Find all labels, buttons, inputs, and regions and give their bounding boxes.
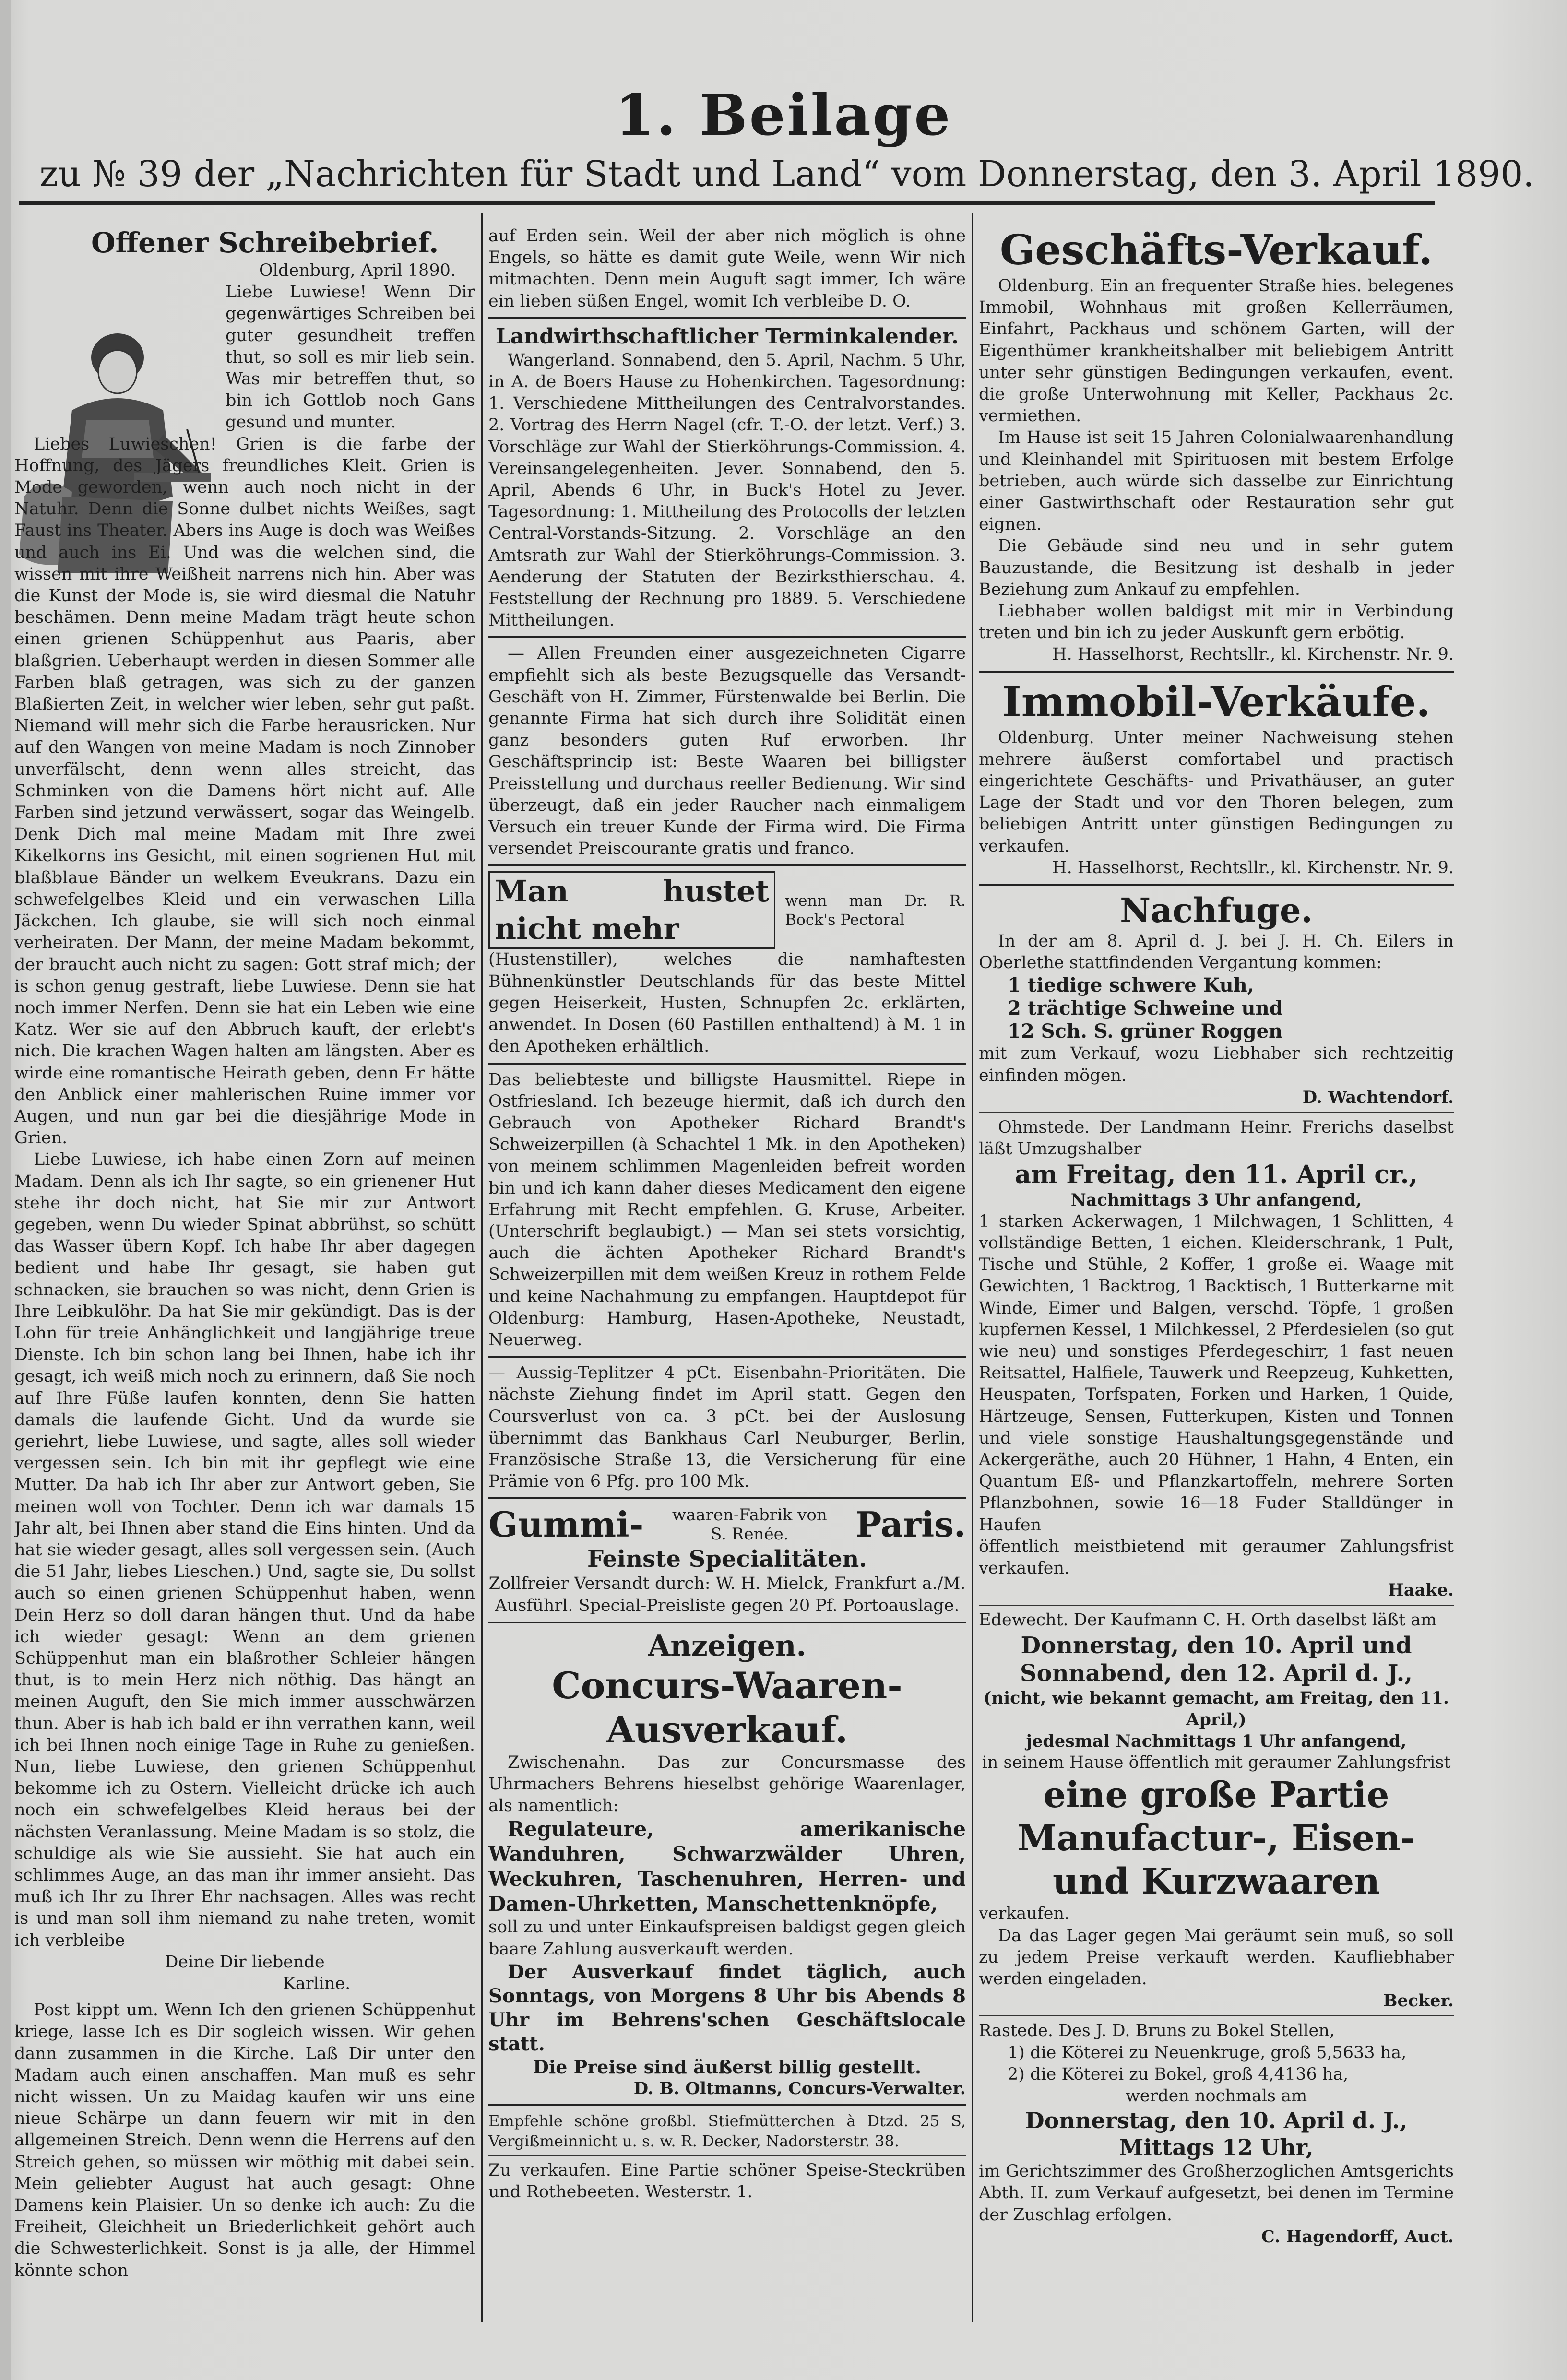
immobil-text: Oldenburg. Unter meiner Nachweisung stehen mehrere äußerst comfortabel und practisch eingerichtete Geschäfts- und Privathäuser, an guter Lage der Stadt und vor den Thoren belegen, zum beliebigen Antritt unter günstigen Bedingungen zu verkaufen. <box>979 728 1454 856</box>
divider <box>979 1112 1454 1113</box>
ohmstede-signature: Haake. <box>1388 1580 1454 1600</box>
column-divider-1 <box>481 213 483 2322</box>
rastede-signature: C. Hagendorff, Auct. <box>1261 2226 1454 2247</box>
geschaeft-text: Oldenburg. Ein an frequenter Straße hies. belegenes Immobil, Wohnhaus mit großen Kellerräumen, Einfahrt, Packhaus und schönem Garten, will der Eigenthümer krankheitshalber mit beliebigem Antritt unter sehr günstigen Bedingungen verkaufen, event. die große Unterwohnung mit Keller, Packhaus 2c. vermiethen. <box>979 276 1454 426</box>
cigarre-notice: — Allen Freunden einer ausgezeichneten Cigarre empfiehlt sich als beste Bezugsquelle das Versandt-Geschäft von H. Zimmer, Fürstenwalde bei Berlin. Die genannte Firma hat sich durch ihre Solidität einen ganz besonders guten Ruf erworben. Ihr Geschäftsprincip ist: Beste Waaren bei billigster Preisstellung und durchaus reeller Bedienung. Wir sind überzeugt, daß ein jeder Raucher nach einmaligem Versuch ein treuer Kunde der Firma wird. Die Firma versendet Preiscourante gratis und franco. <box>488 644 966 859</box>
edewecht-big: eine große Partie Manufactur-, Eisen- und Kurzwaaren <box>1017 1775 1415 1903</box>
divider <box>488 636 966 638</box>
geschaeft-text-4: Liebhaber wollen baldigst mit mir in Verbindung treten und bin ich zu jeder Auskunft gern erbötig. <box>979 602 1454 643</box>
husten-ad <box>488 871 966 949</box>
terminkalender-heading: Landwirthschaftlicher Terminkalender. <box>495 324 959 349</box>
edewecht-date: Donnerstag, den 10. April und Sonnabend, den 12. April d. J., <box>1020 1632 1413 1687</box>
ohmstede-text-2: öffentlich meistbietend mit geraumer Zahlungsfrist verkaufen. <box>979 1537 1454 1578</box>
open-letter-heading: Offener Schreibebrief. <box>91 226 439 259</box>
letter-paragraph-1: Liebe Luwiese! Wenn Dir gegenwärtiges Schreiben bei guter gesundheit treffen thut, so soll es mir lieb sein. Was mir betreffen thut, so bin ich Gottlob noch Gans gesund und munter. <box>226 283 475 432</box>
edewecht-text-3: verkaufen. <box>979 1904 1070 1924</box>
husten-side: wenn man Dr. R. Bock's Pectoral <box>785 891 966 929</box>
nachfuge-item-1: 1 tiedige schwere Kuh, <box>1008 974 1254 997</box>
ohmstede-text: Ohmstede. Der Landmann Heinr. Frerichs daselbst läßt Umzugshalber <box>979 1118 1454 1159</box>
concurs-heading: Concurs-Waaren-Ausverkauf. <box>552 1664 902 1751</box>
header-rule <box>19 201 1435 205</box>
divider <box>488 2104 966 2106</box>
nachfuge-item-3: 12 Sch. S. grüner Roggen <box>1008 1020 1283 1043</box>
letter-signature: Karline. <box>283 1974 351 1994</box>
nachfuge-heading: Nachfuge. <box>1120 890 1313 931</box>
hausmittel-notice: Das beliebteste und billigste Hausmittel. Riepe in Ostfriesland. Ich bezeuge hiermit, daß ich durch den Gebrauch von Apotheker Richard Brandt's Schweizerpillen (à Schachtel 1 Mk. in den Apotheken) von meinem schlimmen Magenleiden befreit worden bin und ich kann daher dieses Medicament den eigene Erfahrung mit Recht empfehlen. G. Kruse, Arbeiter. (Unterschrift beglaubigt.) — Man sei stets vorsichtig, auch die ächten Apotheker Richard Brandt's Schweizerpillen mit dem weißen Kreuz in rothem Felde und keine Nachahmung zu empfangen. Hauptdepot für Oldenburg: Hamburg, Hasen-Apotheke, Neustadt, Neuerweg. <box>488 1070 966 1350</box>
gummi-left: Gummi- <box>488 1504 644 1545</box>
husten-heading: Man hustet nicht mehr <box>488 871 775 949</box>
divider <box>488 1063 966 1065</box>
nachfuge-text: In der am 8. April d. J. bei J. H. Ch. Eilers in Oberlethe stattfindenden Vergantung kommen: <box>979 932 1454 973</box>
edewecht-text-4: Da das Lager gegen Mai geräumt sein muß, so soll zu jedem Preise verkauft werden. Kaufliebhaber werden eingeladen. <box>979 1926 1454 1989</box>
terminkalender-text: Wangerland. Sonnabend, den 5. April, Nachm. 5 Uhr, in A. de Boers Hause zu Hohenkirchen. Tagesordnung: 1. Verschiedene Mittheilungen des Centralvorstandes. 2. Vortrag des Herrn Nagel (cfr. T.-O. der letzt. Verf.) 3. Vorschläge zur Wahl der Stierköhrungs-Commission. 4. Vereinsangelegenheiten. Jever. Sonnabend, den 5. April, Abends 6 Uhr, in Buck's Hotel zu Jever. Tagesordnung: 1. Mittheilung des Protocolls der letzten Central-Vorstands-Sitzung. 2. Vorschläge an den Amtsrath zur Wahl der Stierköhrungs-Commission. 3. Aenderung der Statuten der Bezirksthierschau. 4. Feststellung der Rechnung pro 1889. 5. Verschiedene Mittheilungen. <box>488 350 966 630</box>
letter-postscript: Post kippt um. Wenn Ich den grienen Schüppenhut kriege, lasse Ich es Dir sogleich wissen. Wir gehen dann zusammen in die Kirche. Laß Dir unter den Madam auch einen anschaffen. Man muß es sehr nicht wissen. Un zu Maidag kaufen wir uns eine nieue Schärpe un dann feuern wir mit in den allgemeinen Streich. Denn wenn die Herrens auf den Streich gehen, so müssen wir möthig mit dabei sein. Mein geliebter August hat auch gesagt: Ohne Damens kein Plaisier. Un so denke ich auch: Zu die Freiheit, Gleichheit un Briederlichkeit gehört auch die Schwesterlichkeit. Sonst is ja alle, der Himmel könnte schon <box>14 2001 475 2280</box>
rastede-item-1: 1) die Köterei zu Neuenkruge, groß 5,5633 ha, <box>1008 2043 1407 2062</box>
nachfuge-signature: D. Wachtendorf. <box>1302 1087 1454 1107</box>
husten-text: (Hustenstiller), welches die namhaftesten Bühnenkünstler Deutschlands für das beste Mittel gegen Heiserkeit, Husten, Schnupfen 2c. erklärten, anwendet. In Dosen (60 Pastillen enthaltend) à M. 1 in den Apotheken erhältlich. <box>488 950 966 1056</box>
immobil-signature: H. Hasselhorst, Rechtsllr., kl. Kirchenstr. Nr. 9. <box>1052 858 1454 877</box>
divider <box>488 1356 966 1358</box>
rastede-text-3: im Gerichtszimmer des Großherzoglichen Amtsgerichts Abth. II. zum Verkauf aufgesetzt, bei denen im Termine der Zuschlag erfolgen. <box>979 2162 1454 2225</box>
concurs-text-3: Der Ausverkauf findet täglich, auch Sonntags, von Morgens 8 Uhr bis Abends 8 Uhr im Behrens'schen Geschäftslocale statt. <box>488 1960 966 2055</box>
divider <box>488 2155 966 2156</box>
geschaeft-text-3: Die Gebäude sind neu und in sehr gutem Bauzustande, die Besitzung ist deshalb in jeder Beziehung zum Ankauf zu empfehlen. <box>979 536 1454 599</box>
letter-paragraph-2: Liebes Luwieschen! Grien is die farbe der Hoffnung, des Jägers freundliches Kleit. Grien is Mode geworden, wenn auch noch nicht in der Natuhr. Denn die Sonne dulbet nichts Weißes, sagt Faust ins Theater. Abers ins Auge is doch was Weißes und auch ins Ei. Und was die welchen sind, die wissen mit ihre Weißheit narrens nich hin. Aber was die Kunst der Mode is, sie wird diesmal die Natuhr beschämen. Denn meine Madam trägt heute schon einen grienen Schüppenhut aus Paaris, aber blaßgrien. Ueberhaupt werden in diesen Sommer alle Farben blaß getragen, was sich zu der ganzen Blaßierten Zeit, in welcher wier leben, sehr gut paßt. Niemand will mehr sich die Farbe herausricken. Nur auf den Wangen von meine Madam is noch Zinnober unverfälscht, denn wenn alles streicht, das Schminken von die Damens hört nicht auf. Alle Farben sind jetzund verwässert, sogar das Weingelb. Denk Dich mal meine Madam mit Ihre zwei Kikelkorns ins Gesicht, mit einen sogrienen Hut mit blaßblaue Bänder un welkem Eveukrans. Dazu ein schwefelgelbes Kleid und ein verwaschen Lilla Jäckchen. Ich glaube, sie will sich noch einmal verheiraten. Der Mann, der meine Madam bekommt, der braucht auch nicht zu sagen: Gott straf mich; der is schon genug gestraft, liebe Luwiese. Denn sie hat noch immer Nerfen. Denn sie hat ein Leben wie eine Katz. Wer sie auf den Abbruch kauft, der erlebt's nich. Die krachen Wagen halten am längsten. Aber es wirde eine romantische Heirath geben, denn Er hätte den Anblick einer mahlerischen Ruine immer vor Augen, und nun gar bei die diesjährige Mode in Grien. <box>14 434 475 1148</box>
concurs-text-2: soll zu und unter Einkaufspreisen baldigst gegen gleich baare Zahlung ausverkauft werden. <box>488 1918 966 1959</box>
rastede-date: Donnerstag, den 10. April d. J., Mittags 12 Uhr, <box>1025 2108 1408 2161</box>
letter-continuation: auf Erden sein. Weil der aber nich möglich is ohne Engels, so hätte es damit gute Weile, wenn Wir nich mitmachten. Denn mein Auguft sagt immer, Ich wäre ein lieben süßen Engel, womit Ich verbleibe D. O. <box>488 226 966 311</box>
divider <box>979 884 1454 886</box>
edewecht-text-2: in seinem Hause öffentlich mit geraumer Zahlungsfrist <box>982 1753 1451 1773</box>
divider <box>979 671 1454 673</box>
rastede-text-2: werden nochmals am <box>1125 2086 1307 2106</box>
gummi-right: Paris. <box>855 1504 966 1545</box>
column-1 <box>14 225 475 2327</box>
edewecht-text: Edewecht. Der Kaufmann C. H. Orth daselbst läßt am <box>979 1610 1437 1630</box>
binding-edge <box>0 0 11 2380</box>
steckrueben-ad: Zu verkaufen. Eine Partie schöner Speise-Steckrüben und Rothebeeten. Westerstr. 1. <box>488 2161 966 2202</box>
aussig-notice: — Aussig-Teplitzer 4 pCt. Eisenbahn-Prioritäten. Die nächste Ziehung findet im April statt. Gegen den Coursverlust von ca. 3 pCt. bei der Auslosung übernimmt das Bankhaus Carl Neuburger, Berlin, Französische Straße 13, die Versicherung für eine Prämie von 6 Pfg. pro 100 Mk. <box>488 1363 966 1492</box>
ohmstede-items: 1 starken Ackerwagen, 1 Milchwagen, 1 Schlitten, 4 vollständige Betten, 1 eichen. Kleiderschrank, 1 Pult, Tische und Stühle, 2 Koffer, 1 große ei. Waage mit Gewichten, 1 Backtrog, 1 Backtisch, 1 Butterkarne mit Winde, Eimer und Balgen, verschd. Töpfe, 1 großen kupfernen Kessel, 1 Milchkessel, 2 Pferdesielen (so gut wie neu) und sonstiges Pferdegeschirr, 1 fast neuen Reitsattel, Halfiele, Tauwerk und Reepzeug, Kuhketten, Heuspaten, Torfspaten, Forken und Harken, 1 Quide, Härtzeuge, Sensen, Futterkupen, Kisten und Tonnen und viele sonstige Haushaltungsgegenstände und Ackergeräthe, auch 20 Hühner, 1 Hahn, 4 Enten, ein Quantum Eß- und Pflanzkartoffeln, mehrere Sorten Pflanzbohnen, sowie 16—18 Fuder Stalldünger in Haufen <box>979 1211 1454 1535</box>
gummi-ad <box>488 1504 966 1545</box>
letter-dateline: Oldenburg, April 1890. <box>259 261 456 280</box>
gummi-mid: waaren-Fabrik von S. Renée. <box>672 1505 827 1544</box>
immobil-heading: Immobil-Verkäufe. <box>1002 677 1431 726</box>
geschaeft-signature: H. Hasselhorst, Rechtsllr., kl. Kirchenstr. Nr. 9. <box>1052 645 1454 664</box>
ohmstede-time: Nachmittags 3 Uhr anfangend, <box>1070 1190 1362 1210</box>
stiefmuetterchen-ad: Empfehle schöne großbl. Stiefmütterchen à Dtzd. 25 S, Vergißmeinnicht u. s. w. R. Decker, Nadorsterstr. 38. <box>488 2112 966 2151</box>
rastede-item-2: 2) die Köterei zu Bokel, groß 4,4136 ha, <box>1008 2064 1349 2084</box>
letter-closing: Deine Dir liebende <box>165 1952 325 1972</box>
edewecht-signature: Becker. <box>1383 1991 1454 2011</box>
nachfuge-text-2: mit zum Verkauf, wozu Liebhaber sich rechtzeitig einfinden mögen. <box>979 1044 1454 1085</box>
divider <box>488 317 966 319</box>
nachfuge-item-2: 2 trächtige Schweine und <box>1008 997 1283 1020</box>
geschaeft-heading: Geschäfts-Verkauf. <box>999 226 1433 274</box>
letter-paragraph-3: Liebe Luwiese, ich habe einen Zorn auf meinen Madam. Denn als ich Ihr sagte, so ein grienener Hut stehe ihr doch nicht, hat Sie mir zur Antwort gegeben, wenn Du wieder Spinat abbrühst, so schütt das Wasser übern Kopf. Ich habe Ihr aber dagegen bedient und habe Ihr gesagt, sie haben gut schnacken, sie brauchen so was nicht, denn Grien is Ihre Leibkulöhr. Da hat Sie mir gekündigt. Das is der Lohn für treie Anhänglichkeit und langjährige treue Dienste. Ich bin schon lang bei Ihnen, habe ich ihr gesagt, ich weiß mich noch zu erinnern, daß Sie noch auf Ihre Füße laufen konnten, denn Sie hatten damals die laufende Gicht. Und da wurde sie geriehrt, liebe Luwiese, und sagte, alles soll wieder vergessen sein. Ich bin mit ihr gepflegt wie eine Mutter. Da hab ich Ihr aber zur Antwort geben, Sie meinen woll von Tochter. Denn ich war damals 15 Jahr alt, bei Ihnen aber stand die Eins hinten. Und da hat sie wieder gesagt, alles soll vergessen sein. (Auch die 51 Jahr, liebes Lieschen.) Und, sagte sie, Du sollst auch so einen grienen Schüppenhut haben, wenn Dein Herz so doll daran hängen thut. Und da habe ich wieder gesagt: Wenn an dem grienen Schüppenhut man ein blaßrother Schleier hängen thut, is to mein Herz nich nöthig. Das hängt an meinen Auguft, den Sie mich immer ausschwärzen thun. Aber is hab ich bald er ihn verrathen kann, weil ich bei Ihnen noch einige Tage in Ruhe zu genießen. Nun, liebe Luwiese, den grienen Schüppenhut bekomme ich zu Ostern. Vielleicht drücke ich auch noch ein schwefelgelbes Kleid heraus bei der nächsten Veranlassung. Meine Madam is so stolz, die schuldige als wie Sie aussieht. Sie hat auch ein schlimmes Auge, an das man ihr immer ansieht. Das muß ich Ihr zu Ihrer Ehr nachsagen. Alles was recht is und man soll ihm niemand zu nahe treten, womit ich verbleibe <box>14 1150 475 1950</box>
concurs-items: Regulateure, amerikanische Wanduhren, Schwarzwälder Uhren, Weckuhren, Taschenuhren, Herren- und Damen-Uhrketten, Manschettenknöpfe, <box>488 1817 966 1916</box>
divider <box>979 2015 1454 2016</box>
divider <box>488 864 966 866</box>
gummi-specialities: Feinste Specialitäten. <box>587 1546 867 1573</box>
concurs-text: Zwischenahn. Das zur Concursmasse des Uhrmachers Behrens hieselbst gehörige Waarenlager, als namentlich: <box>488 1752 966 1816</box>
edewecht-time: jedesmal Nachmittags 1 Uhr anfangend, <box>1026 1731 1407 1751</box>
concurs-text-4: Die Preise sind äußerst billig gestellt. <box>533 2056 922 2078</box>
divider <box>488 1622 966 1623</box>
rastede-text: Rastede. Des J. D. Bruns zu Bokel Stellen, <box>979 2021 1335 2041</box>
anzeigen-heading: Anzeigen. <box>648 1629 807 1663</box>
divider <box>488 1497 966 1499</box>
column-2 <box>488 225 966 2327</box>
concurs-signature: D. B. Oltmanns, Concurs-Verwalter. <box>633 2078 966 2098</box>
edewecht-note: (nicht, wie bekannt gemacht, am Freitag, den 11. April,) <box>983 1688 1449 1729</box>
column-divider-2 <box>972 213 973 2322</box>
supplement-subtitle: zu № 39 der „Nachrichten für Stadt und Land“ vom Donnerstag, den 3. April 1890. <box>39 154 1534 195</box>
supplement-title: 1. Beilage <box>615 82 952 148</box>
geschaeft-text-2: Im Hause ist seit 15 Jahren Colonialwaarenhandlung und Kleinhandel mit Spirituosen mit bestem Erfolge betrieben, auch würde sich dasselbe zur Einrichtung einer Gastwirthschaft oder Restauration sehr gut eignen. <box>979 428 1454 534</box>
ohmstede-date: am Freitag, den 11. April cr., <box>1015 1160 1418 1189</box>
gummi-versandt: Zollfreier Versandt durch: W. H. Mielck, Frankfurt a./M. <box>488 1574 966 1594</box>
divider <box>979 1605 1454 1606</box>
column-3 <box>979 225 1454 2327</box>
gummi-preisliste: Ausführl. Special-Preisliste gegen 20 Pf. Portoauslage. <box>495 1596 960 1615</box>
